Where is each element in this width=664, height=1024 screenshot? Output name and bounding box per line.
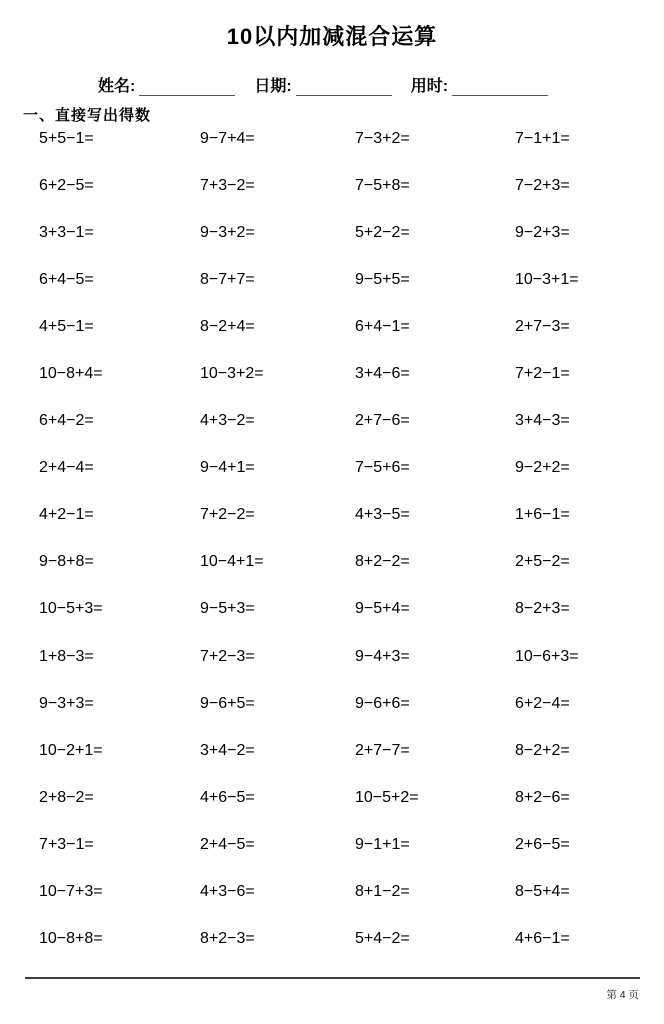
problem-expression: 2+4−4= [39,459,94,477]
problem-expression: 2+7−7= [355,741,410,759]
problem-expression: 10−5+2= [355,788,419,806]
problem-expression: 1+6−1= [515,506,570,524]
problem-expression: 10−3+1= [515,270,579,288]
problem-expression: 8+1−2= [355,883,410,901]
problem-expression: 9−8+8= [39,553,94,571]
problem-expression: 8−2+4= [200,317,255,335]
problem-expression: 7−2+3= [515,176,570,194]
problem-expression: 7+2−3= [200,647,255,665]
problem-expression: 9−3+3= [39,694,94,712]
field-date [254,78,391,96]
problem-expression: 3+4−2= [200,741,255,759]
page-number: 第 4 页 [606,989,639,1001]
problem-expression: 8−7+7= [200,270,255,288]
problem-expression: 9−6+5= [200,694,255,712]
problem-expression: 10−8+4= [39,365,103,383]
problem-expression: 7+3−1= [39,835,94,853]
problem-expression: 9−5+3= [200,600,255,618]
problem-expression: 8+2−3= [200,930,255,948]
problem-expression: 8−2+3= [515,600,570,618]
problem-expression: 7−1+1= [515,129,570,147]
problem-expression: 9−6+6= [355,694,410,712]
problem-expression: 2+8−2= [39,788,94,806]
problem-expression: 4+6−5= [200,788,255,806]
problem-expression: 3+4−6= [355,365,410,383]
problem-expression: 4+3−6= [200,883,255,901]
problem-expression: 4+5−1= [39,317,94,335]
problem-expression: 10−3+2= [200,365,264,383]
problem-expression: 3+3−1= [39,223,94,241]
problem-expression: 9−5+4= [355,600,410,618]
problem-expression: 10−7+3= [39,883,103,901]
problem-expression: 9−1+1= [355,835,410,853]
problem-expression: 9−4+1= [200,459,255,477]
field-time [411,78,548,96]
problem-expression: 5+2−2= [355,223,410,241]
problem-expression: 9−2+3= [515,223,570,241]
problem-expression: 2+4−5= [200,835,255,853]
problem-expression: 2+7−3= [515,317,570,335]
footer-divider [25,977,640,979]
problem-expression: 7+3−2= [200,176,255,194]
problem-expression: 2+5−2= [515,553,570,571]
problem-expression: 8−2+2= [515,741,570,759]
problem-expression: 6+4−1= [355,317,410,335]
problem-expression: 5+4−2= [355,930,410,948]
problem-expression: 10−2+1= [39,741,103,759]
time-label: 用时: [410,78,449,95]
problem-expression: 7−3+2= [355,129,410,147]
problem-expression: 7−5+8= [355,176,410,194]
problem-expression: 10−5+3= [39,600,103,618]
problem-expression: 6+4−5= [39,270,94,288]
problem-expression: 7+2−1= [515,365,570,383]
problem-expression: 9−5+5= [355,270,410,288]
problem-expression: 5+5−1= [39,129,94,147]
field-name [98,78,235,96]
problem-expression: 10−8+8= [39,930,103,948]
problem-expression: 1+8−3= [39,647,94,665]
problem-expression: 2+6−5= [515,835,570,853]
problem-expression: 3+4−3= [515,412,570,430]
problem-expression: 7−5+6= [355,459,410,477]
section-heading: 一、直接写出得数 [23,107,152,124]
problem-expression: 6+4−2= [39,412,94,430]
name-blank [139,79,235,96]
problem-expression: 4+3−5= [355,506,410,524]
problem-expression: 6+2−4= [515,694,570,712]
problem-expression: 9−7+4= [200,129,255,147]
problem-expression: 10−6+3= [515,647,579,665]
problem-expression: 8+2−6= [515,788,570,806]
problem-expression: 2+7−6= [355,412,410,430]
problem-expression: 9−4+3= [355,647,410,665]
problem-expression: 9−2+2= [515,459,570,477]
page-title: 10以内加减混合运算 [226,24,438,49]
problem-expression: 4+3−2= [200,412,255,430]
problem-expression: 8−5+4= [515,883,570,901]
problem-expression: 4+2−1= [39,506,94,524]
problem-expression: 8+2−2= [355,553,410,571]
problem-expression: 7+2−2= [200,506,255,524]
problem-expression: 10−4+1= [200,553,264,571]
problem-expression: 6+2−5= [39,176,94,194]
date-label: 日期: [254,78,292,95]
header-fields-row [98,78,548,96]
problem-expression: 4+6−1= [515,930,570,948]
problems-grid [39,115,640,963]
date-blank [296,79,392,96]
name-label: 姓名: [98,78,136,95]
problem-expression: 9−3+2= [200,223,255,241]
time-blank [452,79,548,96]
